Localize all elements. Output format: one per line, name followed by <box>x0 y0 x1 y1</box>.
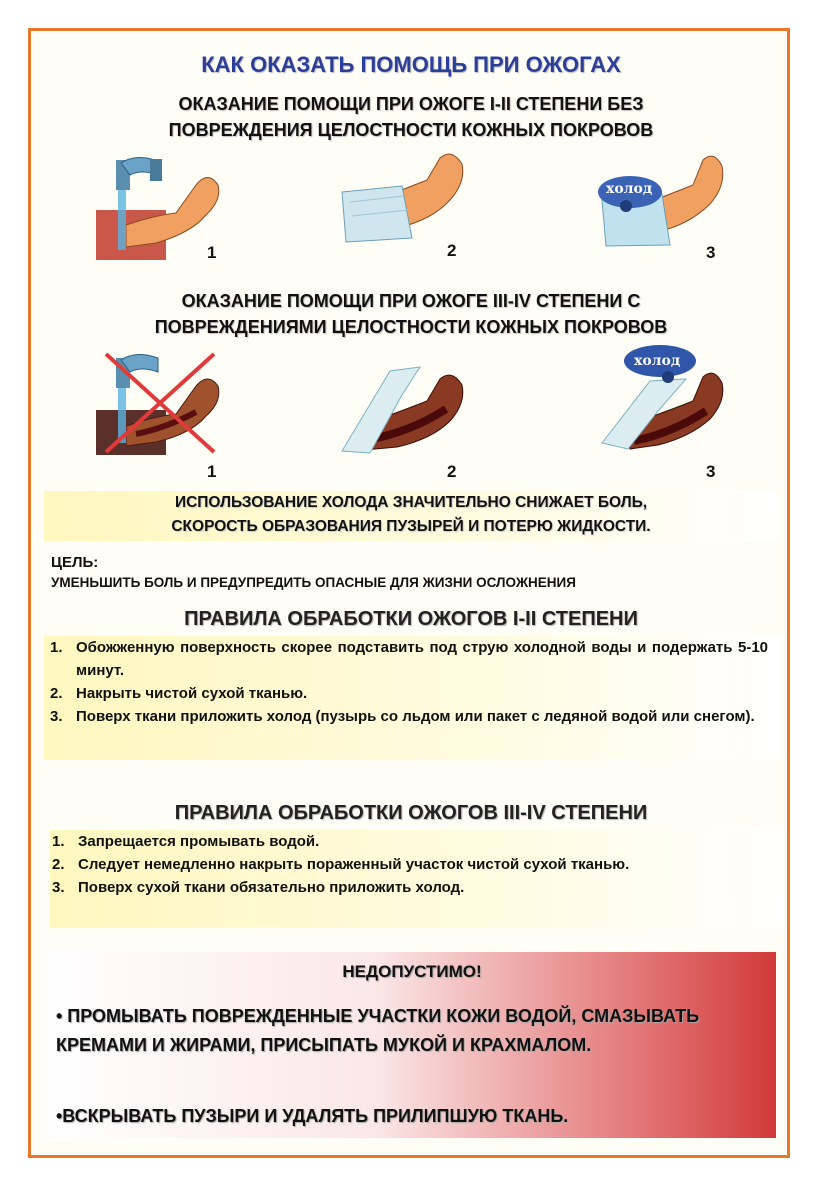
section2-heading-line2: ПОВРЕЖДЕНИЯМИ ЦЕЛОСТНОСТИ КОЖНЫХ ПОКРОВОВ <box>154 317 668 337</box>
section2-heading-line1: ОКАЗАНИЕ ПОМОЩИ ПРИ ОЖОГЕ III-IV СТЕПЕНИ С <box>181 291 641 311</box>
goal-block <box>51 553 781 593</box>
dressed-foot-illustration <box>342 150 472 245</box>
cold-note-line1: ИСПОЛЬЗОВАНИЕ ХОЛОДА ЗНАЧИТЕЛЬНО СНИЖАЕТ БОЛЬ, <box>174 494 648 511</box>
step-number: 2 <box>447 241 457 260</box>
goal-label: ЦЕЛЬ: <box>51 554 99 571</box>
section1-heading-line1: ОКАЗАНИЕ ПОМОЩИ ПРИ ОЖОГЕ I-II СТЕПЕНИ БЕЗ <box>178 94 644 114</box>
list-item: 2. Накрыть чистой сухой тканью. <box>50 685 308 702</box>
rules-1-heading: ПРАВИЛА ОБРАБОТКИ ОЖОГОВ I-II СТЕПЕНИ <box>184 608 638 630</box>
list-item: 1. Запрещается промывать водой. <box>52 833 320 850</box>
list-item: 1. Обожженную поверхность скорее подставить под струю холодной воды и подержать 5-10 минут. <box>50 639 768 679</box>
rules-1-list <box>44 636 782 760</box>
warning-box <box>48 952 776 1138</box>
rules-2-heading: ПРАВИЛА ОБРАБОТКИ ОЖОГОВ III-IV СТЕПЕНИ <box>174 802 648 824</box>
cold-pack-foot-illustration <box>598 150 728 250</box>
list-item: 3. Поверх сухой ткани обязательно приложить холод. <box>52 879 465 896</box>
page-title: КАК ОКАЗАТЬ ПОМОЩЬ ПРИ ОЖОГАХ <box>201 52 621 77</box>
step-number: 3 <box>706 243 716 262</box>
dressed-burn-illustration <box>342 365 472 460</box>
section2-heading <box>40 288 782 340</box>
cold-pack-label: холод <box>606 181 653 197</box>
warning-item: • ПРОМЫВАТЬ ПОВРЕЖДЕННЫЕ УЧАСТКИ КОЖИ ВОДОЙ, СМАЗЫВАТЬ КРЕМАМИ И ЖИРАМИ, ПРИСЫПАТЬ МУКОЙ И КРАХМАЛОМ. <box>56 1006 700 1055</box>
section1-heading-line2: ПОВРЕЖДЕНИЯ ЦЕЛОСТНОСТИ КОЖНЫХ ПОКРОВОВ <box>168 120 654 140</box>
cold-benefit-note <box>44 491 778 541</box>
section1-heading <box>40 91 782 143</box>
warning-title: НЕДОПУСТИМО! <box>342 962 482 981</box>
faucet-burn-forbidden-illustration <box>96 348 226 458</box>
step-number: 3 <box>706 462 716 481</box>
step-number: 2 <box>447 462 457 481</box>
rules-2-list <box>50 830 784 928</box>
goal-text: УМЕНЬШИТЬ БОЛЬ И ПРЕДУПРЕДИТЬ ОПАСНЫЕ ДЛЯ ЖИЗНИ ОСЛОЖНЕНИЯ <box>51 575 576 590</box>
step-number: 1 <box>207 243 217 262</box>
cold-pack-label: холод <box>634 353 681 369</box>
list-item: 3. Поверх ткани приложить холод (пузырь со льдом или пакет с ледяной водой или снегом). <box>50 708 755 725</box>
cold-note-line2: СКОРОСТЬ ОБРАЗОВАНИЯ ПУЗЫРЕЙ И ПОТЕРЮ ЖИДКОСТИ. <box>171 518 651 535</box>
list-item: 2. Следует немедленно накрыть пораженный участок чистой сухой тканью. <box>52 856 630 873</box>
warning-item: •ВСКРЫВАТЬ ПУЗЫРИ И УДАЛЯТЬ ПРИЛИПШУЮ ТКАНЬ. <box>56 1106 569 1126</box>
step-number: 1 <box>207 462 217 481</box>
